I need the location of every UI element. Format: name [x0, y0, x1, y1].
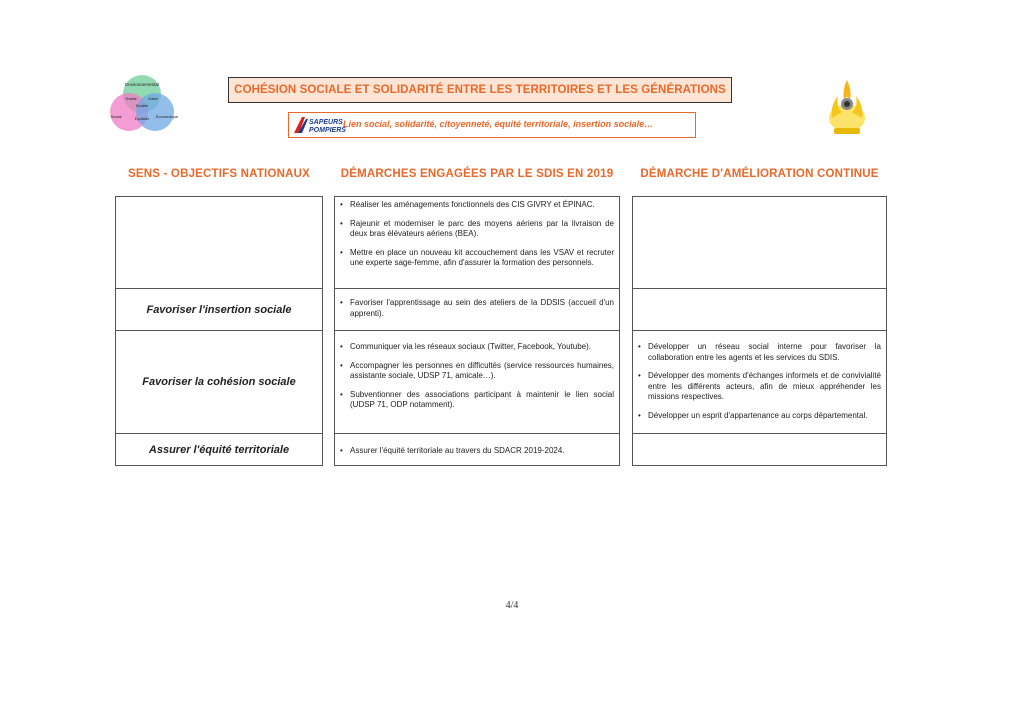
- sapeurs-pompiers-logo: [292, 115, 346, 135]
- objective-insertion-sociale: Favoriser l'insertion sociale: [146, 303, 292, 316]
- row-divider: [334, 433, 620, 434]
- list-item: • Communiquer via les réseaux sociaux (Twitter, Facebook, Youtube).: [338, 342, 614, 353]
- svg-text:Viable: Viable: [148, 97, 158, 101]
- list-item: • Réaliser les aménagements fonctionnels des CIS GIVRY et ÉPINAC.: [338, 200, 614, 211]
- svg-text:POMPIERS: POMPIERS: [309, 127, 346, 134]
- page-title: COHÉSION SOCIALE ET SOLIDARITÉ ENTRE LES TERRITOIRES ET LES GÉNÉRATIONS: [234, 84, 726, 96]
- list-item: • Accompagner les personnes en difficultés (service ressources humaines, assistante sociale, UDSP 71, amicale…).: [338, 361, 614, 382]
- svg-text:Durable: Durable: [135, 104, 149, 108]
- row-divider: [632, 433, 887, 434]
- svg-text:Économique: Économique: [155, 114, 179, 119]
- column-heading-improvement: DÉMARCHE D'AMÉLIORATION CONTINUE: [640, 168, 879, 180]
- page-title-box: [228, 77, 732, 103]
- actions-list-row4: [338, 446, 614, 465]
- actions-list-row2: [338, 298, 614, 327]
- subtitle: Lien social, solidarité, citoyenneté, équité territoriale, insertion sociale…: [343, 119, 654, 129]
- svg-text:Social: Social: [110, 114, 122, 119]
- svg-text:SAPEURS: SAPEURS: [309, 119, 343, 126]
- objective-cohesion-sociale: Favoriser la cohésion sociale: [142, 376, 296, 388]
- column-heading-objectives: SENS - OBJECTIFS NATIONAUX: [128, 168, 310, 180]
- svg-text:Environnemental: Environnemental: [125, 82, 159, 87]
- svg-text:Vivable: Vivable: [125, 97, 137, 101]
- sustainable-development-venn-logo: [107, 74, 177, 136]
- column-heading-actions: DÉMARCHES ENGAGÉES PAR LE SDIS EN 2019: [340, 168, 614, 180]
- subtitle-box: [288, 112, 696, 138]
- list-item: • Développer des moments d'échanges informels et de convivialité entre les différents acteurs, afin de mieux appréhender les missions respectives.: [636, 371, 881, 403]
- actions-list-row1: [338, 200, 614, 277]
- row-divider: [334, 288, 620, 289]
- page-number: 4/4: [505, 600, 519, 611]
- row-divider: [334, 330, 620, 331]
- list-item: • Mettre en place un nouveau kit accouchement dans les VSAV et recruter une experte sage-femme, afin d'assurer la formation des personnels.: [338, 248, 614, 269]
- actions-list-row3: [338, 342, 614, 419]
- objective-equite-territoriale: Assurer l'équité territoriale: [148, 443, 290, 456]
- row-divider: [632, 330, 887, 331]
- improvements-list-row3: [636, 342, 881, 429]
- list-item: • Développer un réseau social interne pour favoriser la collaboration entre les agents et les services du SDIS.: [636, 342, 881, 363]
- row-divider: [632, 288, 887, 289]
- list-item: • Développer un esprit d'appartenance au corps départemental.: [636, 411, 881, 422]
- fire-emblem-icon: [826, 78, 868, 140]
- list-item: • Rajeunir et moderniser le parc des moyens aériens par la livraison de deux bras élévateurs aériens (BEA).: [338, 219, 614, 240]
- list-item: • Subventionner des associations participant à maintenir le lien social (UDSP 71, ODP notamment).: [338, 390, 614, 411]
- list-item: • Favoriser l'apprentissage au sein des ateliers de la DDSIS (accueil d'un apprenti).: [338, 298, 614, 319]
- svg-text:Équitable: Équitable: [134, 117, 150, 121]
- list-item: • Assurer l'équité territoriale au travers du SDACR 2019-2024.: [338, 446, 614, 457]
